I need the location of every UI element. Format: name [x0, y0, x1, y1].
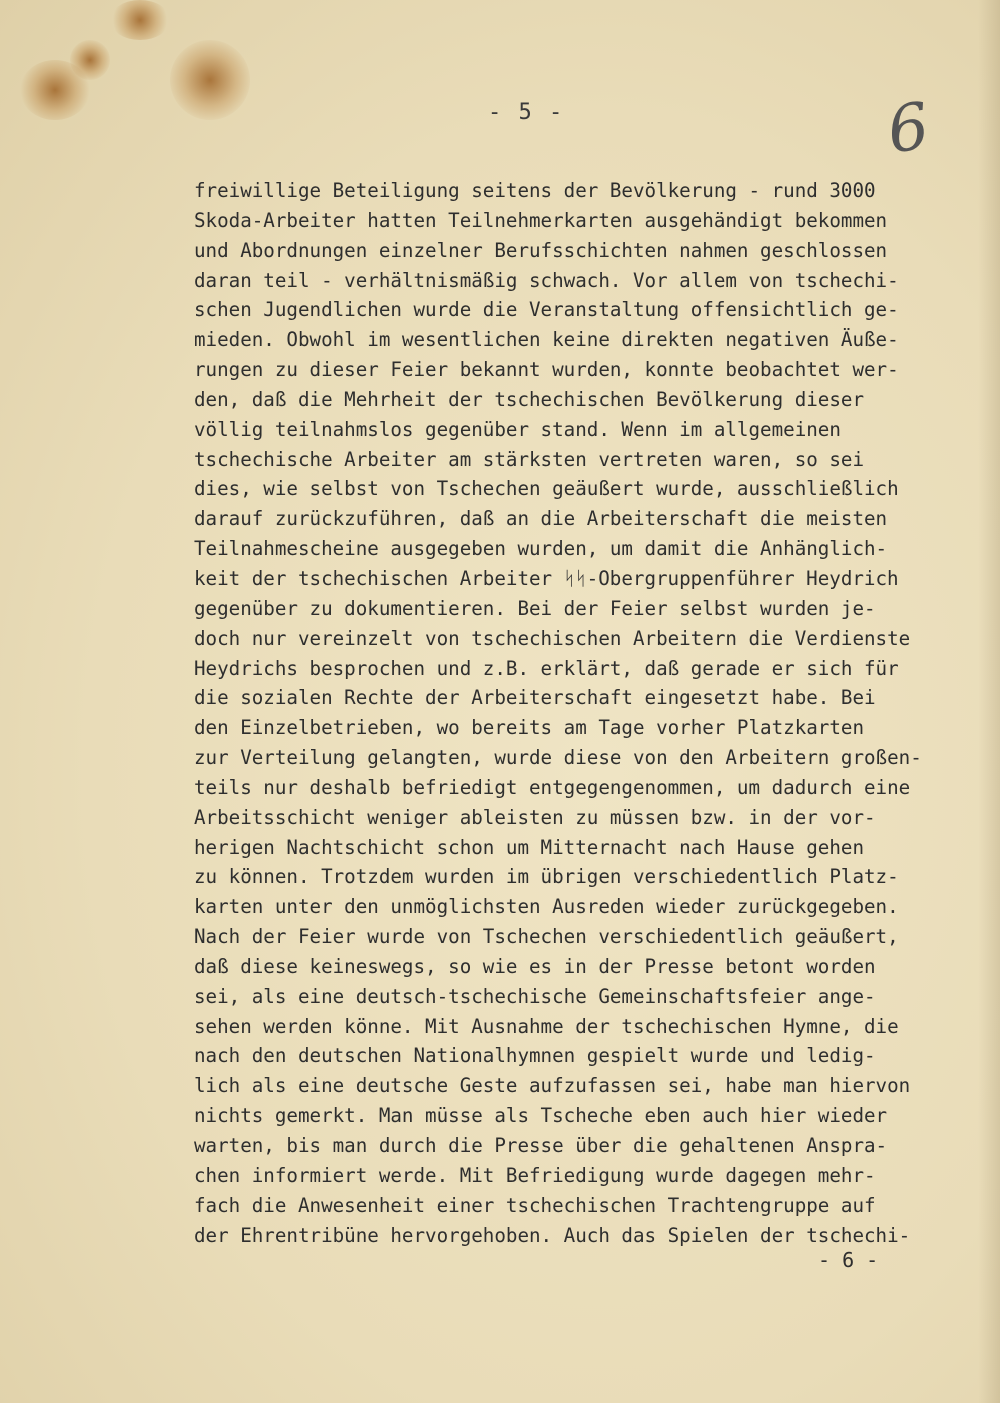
text-line: rungen zu dieser Feier bekannt wurden, konnte beobachtet wer-: [194, 358, 899, 382]
text-line: freiwillige Beteiligung seitens der Bevölkerung - rund 3000: [194, 179, 876, 202]
typewritten-body: [194, 176, 954, 1250]
text-line: Arbeitsschicht weniger ableisten zu müssen bzw. in der vor-: [194, 805, 876, 829]
text-line: darauf zurückzuführen, daß an die Arbeiterschaft die meisten: [194, 507, 888, 531]
text-line: nach den deutschen Nationalhymnen gespielt wurde und ledig-: [194, 1044, 876, 1068]
text-line: die sozialen Rechte der Arbeiterschaft eingesetzt habe. Bei: [194, 686, 876, 710]
text-line: dies, wie selbst von Tschechen geäußert wurde, ausschließlich: [194, 477, 899, 501]
text-line: der Ehrentribüne hervorgehoben. Auch das Spielen der tschechi-: [194, 1223, 911, 1247]
text-line: daß diese keineswegs, so wie es in der Presse betont worden: [194, 954, 876, 978]
text-line: doch nur vereinzelt von tschechischen Arbeitern die Verdienste: [194, 626, 911, 650]
text-line: herigen Nachtschicht schon um Mitternacht nach Hause gehen: [194, 835, 865, 859]
text-line: keit der tschechischen Arbeiter ᛋᛋ-Obergruppenführer Heydrich: [194, 566, 899, 590]
rust-stain: [170, 40, 250, 120]
rust-stain: [70, 40, 110, 80]
text-line: den Einzelbetrieben, wo bereits am Tage vorher Platzkarten: [194, 716, 865, 740]
text-line: zur Verteilung gelangten, wurde diese von den Arbeitern großen-: [194, 746, 922, 770]
page-edge-shadow: [978, 0, 1000, 1403]
text-line: warten, bis man durch die Presse über die gehaltenen Anspra-: [194, 1134, 888, 1157]
text-line: völlig teilnahmslos gegenüber stand. Wenn im allgemeinen: [194, 417, 841, 441]
rust-stain: [110, 0, 170, 40]
text-line: zu können. Trotzdem wurden im übrigen verschiedentlich Platz-: [194, 865, 899, 889]
handwritten-folio-number: 6: [883, 89, 934, 169]
catchword: - 6 -: [818, 1248, 879, 1272]
page-number: - 5 -: [488, 100, 565, 125]
text-line: Teilnahmescheine ausgegeben wurden, um damit die Anhänglich-: [194, 537, 888, 561]
text-line: sei, als eine deutsch-tschechische Gemeinschaftsfeier ange-: [194, 984, 876, 1008]
text-line: teils nur deshalb befriedigt entgegengenommen, um dadurch eine: [194, 775, 911, 799]
text-line: schen Jugendlichen wurde die Veranstaltung offensichtlich ge-: [194, 298, 899, 322]
text-line: gegenüber zu dokumentieren. Bei der Feier selbst wurden je-: [194, 596, 876, 620]
text-line: Skoda-Arbeiter hatten Teilnehmerkarten ausgehändigt bekommen: [194, 208, 888, 232]
text-line: karten unter den unmöglichsten Ausreden wieder zurückgegeben.: [194, 895, 899, 919]
text-line: daran teil - verhältnismäßig schwach. Vor allem von tschechi-: [194, 268, 899, 292]
text-line: mieden. Obwohl im wesentlichen keine direkten negativen Äuße-: [194, 328, 899, 352]
text-line: und Abordnungen einzelner Berufsschichten nahmen geschlossen: [194, 238, 888, 262]
text-line: den, daß die Mehrheit der tschechischen Bevölkerung dieser: [194, 387, 865, 411]
text-line: nichts gemerkt. Man müsse als Tscheche eben auch hier wieder: [194, 1104, 888, 1128]
text-line: chen informiert werde. Mit Befriedigung wurde dagegen mehr-: [194, 1163, 876, 1187]
text-line: Nach der Feier wurde von Tschechen verschiedentlich geäußert,: [194, 925, 899, 949]
text-line: sehen werden könne. Mit Ausnahme der tschechischen Hymne, die: [194, 1014, 899, 1038]
text-line: fach die Anwesenheit einer tschechischen Trachtengruppe auf: [194, 1193, 876, 1217]
text-line: tschechische Arbeiter am stärksten vertreten waren, so sei: [194, 447, 865, 471]
text-line: lich als eine deutsche Geste aufzufassen sei, habe man hiervon: [194, 1074, 911, 1098]
text-line: Heydrichs besprochen und z.B. erklärt, daß gerade er sich für: [194, 656, 899, 680]
